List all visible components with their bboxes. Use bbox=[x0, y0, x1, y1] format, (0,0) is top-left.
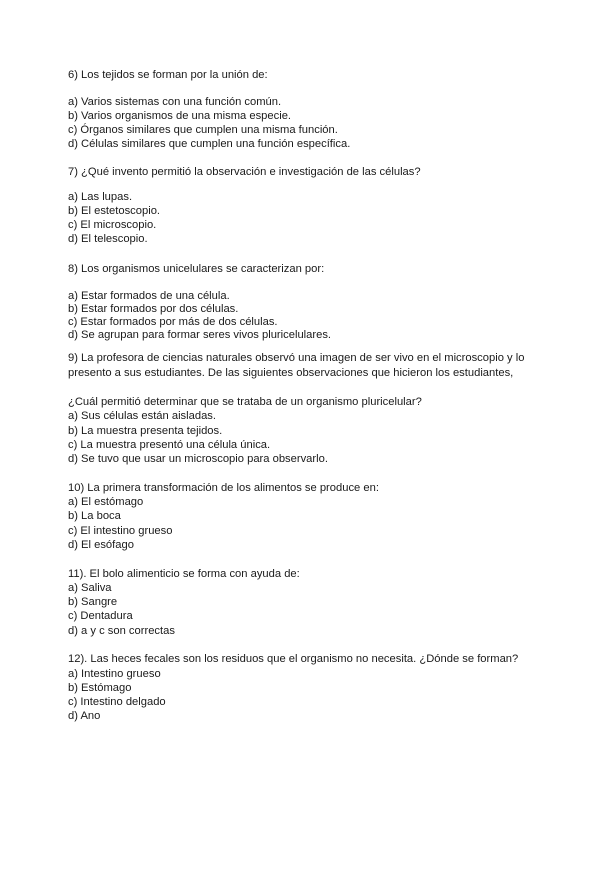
question-9-option-a: a) Sus células están aisladas. bbox=[68, 410, 217, 422]
question-11-option-a: a) Saliva bbox=[68, 582, 112, 594]
question-8-stem: 8) Los organismos unicelulares se caracterizan por: bbox=[68, 263, 325, 275]
question-7-option-a: a) Las lupas. bbox=[68, 191, 133, 203]
question-10-option-a: a) El estómago bbox=[68, 496, 144, 508]
question-7-option-c: c) El microscopio. bbox=[68, 219, 157, 231]
question-11-option-b: b) Sangre bbox=[68, 596, 118, 608]
question-8-option-c: c) Estar formados por más de dos células. bbox=[68, 316, 278, 328]
question-12-option-c: c) Intestino delgado bbox=[68, 696, 166, 708]
question-9-option-d: d) Se tuvo que usar un microscopio para observarlo. bbox=[68, 453, 328, 465]
question-9-stem-line-1: 9) La profesora de ciencias naturales observó una imagen de ser vivo en el microscopio y lo bbox=[68, 352, 525, 364]
question-9-stem-line-2: presento a sus estudiantes. De las siguientes observaciones que hicieron los estudiantes, bbox=[68, 367, 514, 379]
question-8-option-b: b) Estar formados por dos células. bbox=[68, 303, 239, 315]
question-6-option-c: c) Órganos similares que cumplen una misma función. bbox=[68, 124, 338, 136]
question-10-option-d: d) El esófago bbox=[68, 539, 134, 551]
question-11-stem: 11). El bolo alimenticio se forma con ayuda de: bbox=[68, 568, 300, 580]
question-8-option-a: a) Estar formados de una célula. bbox=[68, 290, 230, 302]
question-7-option-d: d) El telescopio. bbox=[68, 233, 148, 245]
question-10-stem: 10) La primera transformación de los alimentos se produce en: bbox=[68, 482, 379, 494]
question-12-stem: 12). Las heces fecales son los residuos que el organismo no necesita. ¿Dónde se forman? bbox=[68, 653, 519, 665]
question-6-option-d: d) Células similares que cumplen una función específica. bbox=[68, 138, 351, 150]
question-6-stem: 6) Los tejidos se forman por la unión de: bbox=[68, 69, 268, 81]
question-11-option-c: c) Dentadura bbox=[68, 610, 133, 622]
question-9-option-b: b) La muestra presenta tejidos. bbox=[68, 425, 223, 437]
question-9-option-c: c) La muestra presentó una célula única. bbox=[68, 439, 271, 451]
question-8-option-d: d) Se agrupan para formar seres vivos pluricelulares. bbox=[68, 329, 332, 341]
question-6-option-a: a) Varios sistemas con una función común. bbox=[68, 96, 282, 108]
question-9-question: ¿Cuál permitió determinar que se trataba de un organismo pluricelular? bbox=[68, 396, 422, 408]
question-7-option-b: b) El estetoscopio. bbox=[68, 205, 161, 217]
question-12-option-b: b) Estómago bbox=[68, 682, 132, 694]
question-12-option-a: a) Intestino grueso bbox=[68, 668, 161, 680]
question-6-option-b: b) Varios organismos de una misma especie. bbox=[68, 110, 292, 122]
question-10-option-b: b) La boca bbox=[68, 510, 121, 522]
question-11-option-d: d) a y c son correctas bbox=[68, 625, 175, 637]
question-10-option-c: c) El intestino grueso bbox=[68, 525, 173, 537]
question-7-stem: 7) ¿Qué invento permitió la observación e investigación de las células? bbox=[68, 166, 421, 178]
question-12-option-d: d) Ano bbox=[68, 710, 101, 722]
